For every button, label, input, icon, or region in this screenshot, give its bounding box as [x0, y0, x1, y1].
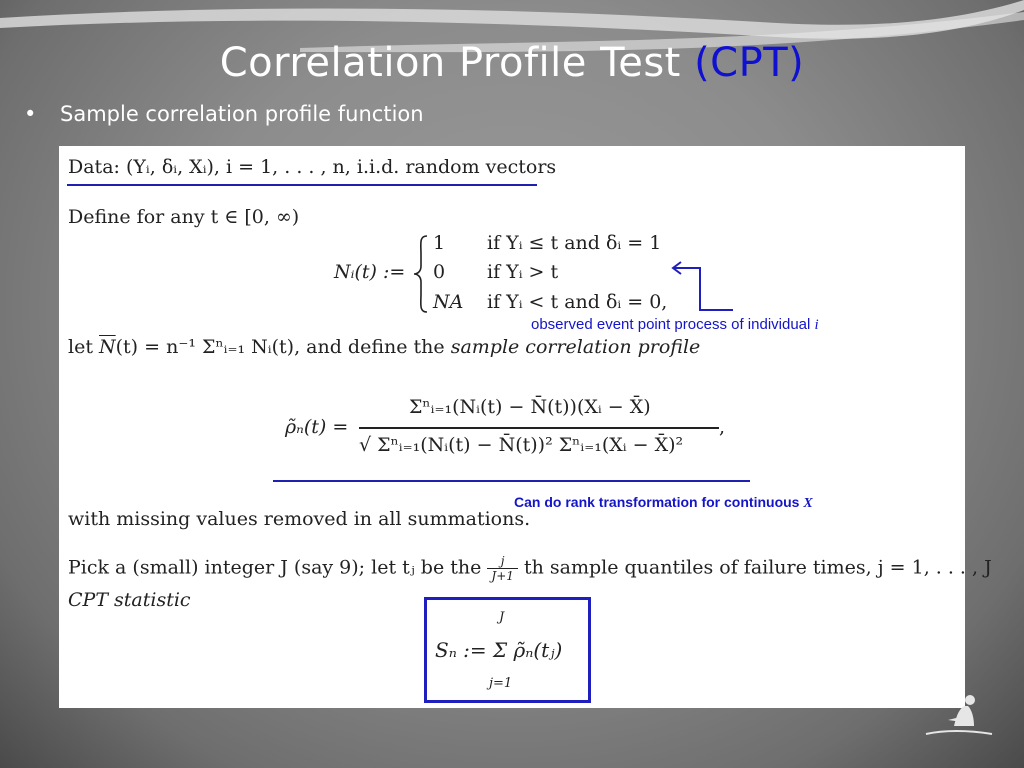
rank-transformation-note: [514, 494, 813, 512]
let-text-a: let: [68, 336, 99, 358]
rho-denominator: √ Σⁿᵢ₌₁(Nᵢ(t) − N̄(t))² Σⁿᵢ₌₁(Xᵢ − X̄)²: [359, 434, 684, 456]
reading-figure-logo: [924, 690, 994, 740]
rho-numerator: Σⁿᵢ₌₁(Nᵢ(t) − N̄(t))(Xᵢ − X̄): [409, 396, 651, 418]
case2-value: 0: [433, 261, 446, 283]
define-line: Define for any t ∈ [0, ∞): [68, 206, 300, 228]
rank-note-variable: X: [803, 496, 813, 511]
sum-upper-limit: J: [499, 610, 505, 625]
title-accent: (CPT): [694, 40, 805, 86]
data-underline: [67, 184, 537, 186]
case1-condition: if Yᵢ ≤ t and δᵢ = 1: [487, 232, 662, 254]
slide-title: [0, 40, 1024, 86]
title-main: Correlation Profile Test: [219, 40, 695, 86]
sn-formula: Sₙ := Σ ρ̃ₙ(tⱼ): [435, 638, 563, 662]
formula-panel: [59, 146, 992, 708]
let-text-c: (t) = n⁻¹ Σⁿᵢ₌₁ Nᵢ(t), and define the: [115, 336, 451, 358]
pick-text-b: th sample quantiles of failure times, j = 1, . . . , J: [523, 556, 992, 579]
case1-value: 1: [433, 232, 446, 254]
observed-note-text: observed event point process of individual: [531, 316, 815, 333]
fraction-bar: [359, 427, 719, 429]
data-line: Data: (Yᵢ, δᵢ, Xᵢ), i = 1, . . . , n, i.i.d. random vectors: [68, 156, 557, 178]
observed-note-variable: i: [814, 317, 819, 333]
rho-comma: ,: [719, 416, 726, 438]
quantile-fraction: [487, 554, 518, 583]
arrow-connector: [669, 258, 739, 312]
bullet-item: [24, 102, 424, 126]
sample-correlation-profile-label: sample correlation profile: [450, 336, 701, 358]
cases-brace: [413, 234, 429, 314]
pick-text-a: Pick a (small) integer J (say 9); let tⱼ be the: [68, 556, 482, 579]
case3-value: NA: [433, 291, 464, 313]
bullet-text: Sample correlation profile function: [60, 102, 424, 126]
ni-lhs: Nᵢ(t) :=: [334, 261, 406, 283]
formula-underline: [273, 480, 750, 482]
sum-lower-limit: j=1: [489, 676, 513, 691]
cpt-statistic-label: CPT statistic: [68, 589, 191, 611]
bullet-marker: •: [24, 102, 37, 126]
rho-lhs: ρ̃ₙ(t) =: [285, 416, 349, 438]
sn-statistic-box: [424, 597, 591, 703]
fraction-numerator: j: [487, 554, 518, 569]
case3-condition: if Yᵢ < t and δᵢ = 0,: [487, 291, 668, 313]
pick-line: [68, 554, 992, 583]
n-bar: $\overline{N}$: [99, 336, 116, 358]
let-line: [68, 336, 700, 358]
missing-values-line: with missing values removed in all summations.: [68, 508, 531, 530]
observed-event-note: [531, 316, 819, 334]
rank-note-text: Can do rank transformation for continuous: [514, 494, 804, 510]
fraction-denominator: J+1: [491, 569, 514, 583]
case2-condition: if Yᵢ > t: [487, 261, 559, 283]
